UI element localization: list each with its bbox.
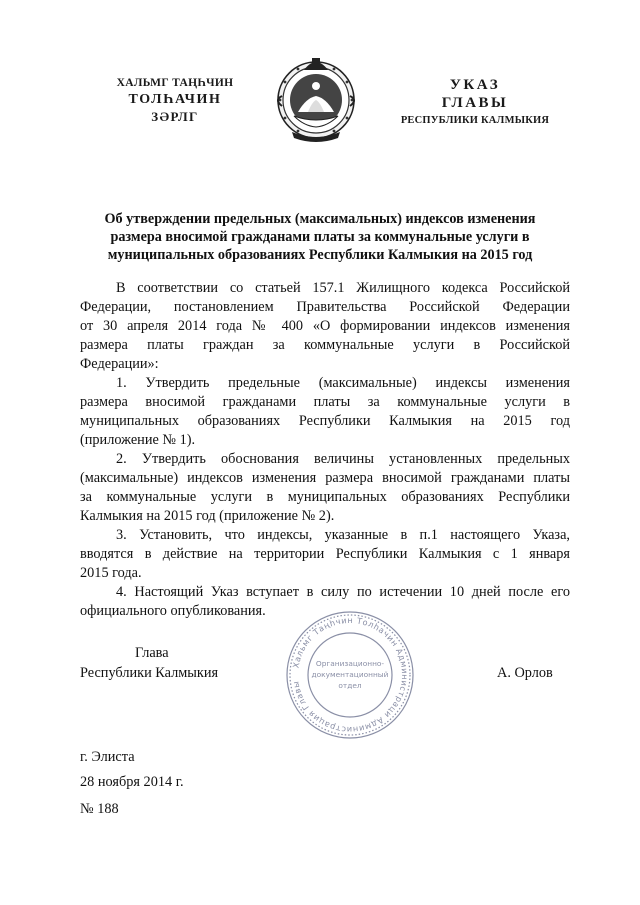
header-kalmyk-line-1: ХАЛЬМГ ТАҢҺЧИН [116, 77, 234, 89]
official-stamp [283, 608, 417, 742]
body-line: 1. Утвердить предельные (максимальные) индексы изменения [116, 375, 570, 391]
body-line: от 30 апреля 2014 года № 400 «О формировании индексов изменения [80, 318, 570, 334]
title-line: муниципальных образованиях Республики Калмыкия на 2015 год [107, 247, 533, 263]
body-line: официального опубликования. [80, 603, 266, 619]
body-line: 2015 года. [80, 565, 142, 581]
signatory-title: Глава [135, 645, 169, 661]
header-russian-line-1: УКАЗ [449, 77, 501, 93]
header-kalmyk-line-2: ТОЛҺАЧИН [128, 92, 222, 107]
header-russian-block [390, 76, 560, 129]
document-date: 28 ноября 2014 г. [80, 774, 184, 790]
body-line: Федерации»: [80, 356, 159, 372]
body-line: размера платы граждан за коммунальные услуги в Российской [80, 337, 570, 353]
stamp-center-line-3: отдел [338, 681, 362, 690]
header-kalmyk-block [100, 76, 250, 126]
body-line: за коммунальные услуги в муниципальных образованиях Республики [80, 489, 570, 505]
header-russian-line-3: РЕСПУБЛИКИ КАЛМЫКИЯ [400, 115, 550, 126]
document-title [80, 210, 560, 264]
stamp-center-line-2: документационный [311, 670, 389, 679]
body-line: В соответствии со статьей 157.1 Жилищного кодекса Российской [116, 280, 570, 296]
stamp-ring-text: Хальмг Таңһчин Толһачин Администраци Администрация Главы [290, 614, 411, 736]
header-russian-line-2: ГЛАВЫ [441, 95, 509, 111]
signatory-organization: Республики Калмыкия [80, 665, 219, 681]
kalmykia-coat-of-arms-icon [268, 50, 364, 146]
stamp-center-line-1: Организационно- [315, 659, 385, 668]
body-line: вводятся в действие на территории Республики Калмыкия с 1 января [80, 546, 570, 562]
body-line: 4. Настоящий Указ вступает в силу по истечении 10 дней после его [116, 584, 570, 600]
document-city: г. Элиста [80, 749, 135, 765]
title-line: размера вносимой гражданами платы за коммунальные услуги в [110, 229, 530, 245]
body-line: (приложение № 1). [80, 432, 196, 448]
body-line: 3. Установить, что индексы, указанные в п.1 настоящего Указа, [116, 527, 570, 543]
signatory-name: А. Орлов [497, 665, 553, 681]
title-line: Об утверждении предельных (максимальных) индексов изменения [104, 211, 536, 227]
document-number: № 188 [80, 801, 119, 817]
body-line: 2. Утвердить обоснования величины установленных предельных [116, 451, 570, 467]
body-line: Федерации, постановлением Правительства Российской Федерации [80, 299, 570, 315]
body-line: (максимальные) индексов изменения размера вносимой гражданами платы [80, 470, 570, 486]
header-kalmyk-line-3: ЗӘРЛГ [151, 109, 199, 124]
body-line: муниципальных образованиях Республики Калмыкия на 2015 год [80, 413, 570, 429]
document-body [80, 279, 570, 621]
body-line: размера вносимой гражданами платы за коммунальные услуги в [80, 394, 570, 410]
body-line: Калмыкия на 2015 год (приложение № 2). [80, 508, 335, 524]
